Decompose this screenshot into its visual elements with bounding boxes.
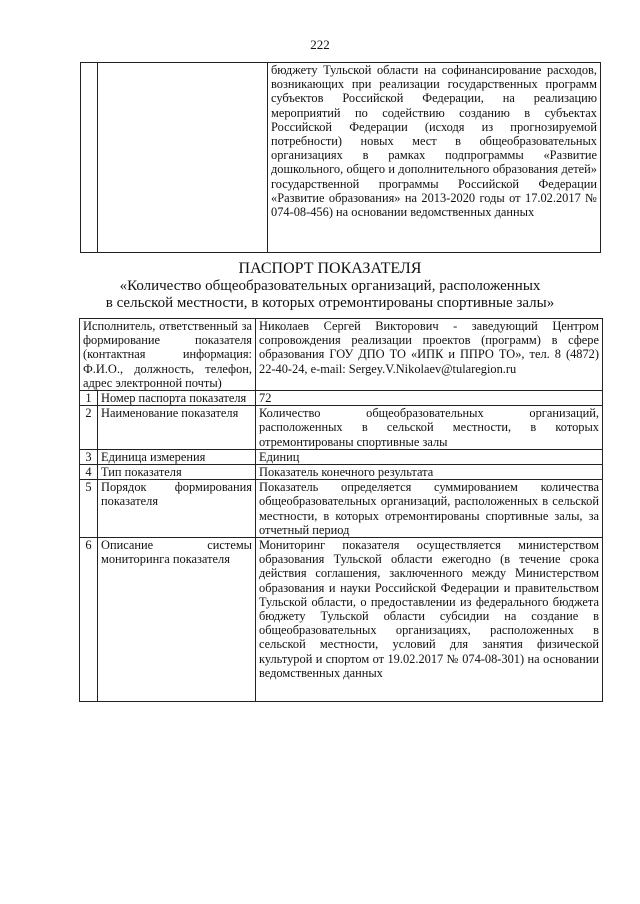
row-label: Тип показателя [98,465,256,480]
executor-value: Николаев Сергей Викторович - заведующий Центром сопровождения реализации проектов (программ) в сфере образования ГОУ ДПО ТО «ИПК и ППРО ТО», тел. 8 (4872) 22-40-24, e-mail: Sergey.V.Nikolaev@tularegion.ru [256,319,603,391]
row-number: 4 [80,465,98,480]
row-value: Показатель определяется суммированием количества общеобразовательных организаций, расположенных в сельской местности, в которых отремонтированы спортивные залы, за отчетный период [256,480,603,538]
row-value: 72 [256,391,603,406]
row-label: Порядок формирования показателя [98,480,256,538]
passport-title: ПАСПОРТ ПОКАЗАТЕЛЯ [238,260,422,277]
table-row-executor [80,319,603,391]
row-number: 3 [80,449,98,464]
table-row [81,63,601,253]
row-value: Показатель конечного результата [256,465,603,480]
table-row [80,465,603,480]
passport-table [79,318,603,702]
table-cell-label [98,63,268,253]
row-label: Единица измерения [98,449,256,464]
row-number: 1 [80,391,98,406]
row-label: Номер паспорта показателя [98,391,256,406]
row-value: Мониторинг показателя осуществляется министерством образования Тульской области ежегодно (в течение срока действия соглашения, заключенного между Министерством образования и науки Российской Федерации и правительством Тульской области, о предоставлении из федерального бюджета бюджету Тульской области субсидии на создание в общеобразовательных организациях, расположенных в сельской местности, условий для занятия физической культурой и спортом от 19.02.2017 № 074-08-301) на основании ведомственных данных [256,538,603,702]
table-row [80,538,603,702]
row-label: Описание системы мониторинга показателя [98,538,256,702]
row-value: Единиц [256,449,603,464]
table-cell-num [81,63,98,253]
executor-label: Исполнитель, ответственный за формирование показателя (контактная информация: Ф.И.О., должность, телефон, адрес электронной почты) [80,319,256,391]
row-number: 6 [80,538,98,702]
row-label: Наименование показателя [98,406,256,450]
table-row [80,449,603,464]
continuation-text: бюджету Тульской области на софинансирование расходов, возникающих при реализации государственных программ субъектов Российской Федерации, на реализацию мероприятий по содействию созданию в субъектах Российской Федерации (исходя из прогнозируемой потребности) новых мест в общеобразовательных организациях в рамках подпрограммы «Развитие дошкольного, общего и дополнительного образования детей» государственной программы Российской Федерации «Развитие образования» на 2013-2020 годы от 17.02.2017 № 074-08-456) на основании ведомственных данных [268,63,601,253]
passport-subtitle-line-1: «Количество общеобразовательных организаций, расположенных [119,277,541,294]
row-number: 5 [80,480,98,538]
passport-heading [60,260,600,313]
table-row [80,391,603,406]
continuation-table [80,62,601,253]
row-value: Количество общеобразовательных организаций, расположенных в сельской местности, в которых отремонтированы спортивные залы [256,406,603,450]
passport-subtitle-line-2: в сельской местности, в которых отремонтированы спортивные залы» [105,295,555,311]
page-number: 222 [310,37,330,52]
table-row [80,406,603,450]
table-row [80,480,603,538]
row-number: 2 [80,406,98,450]
